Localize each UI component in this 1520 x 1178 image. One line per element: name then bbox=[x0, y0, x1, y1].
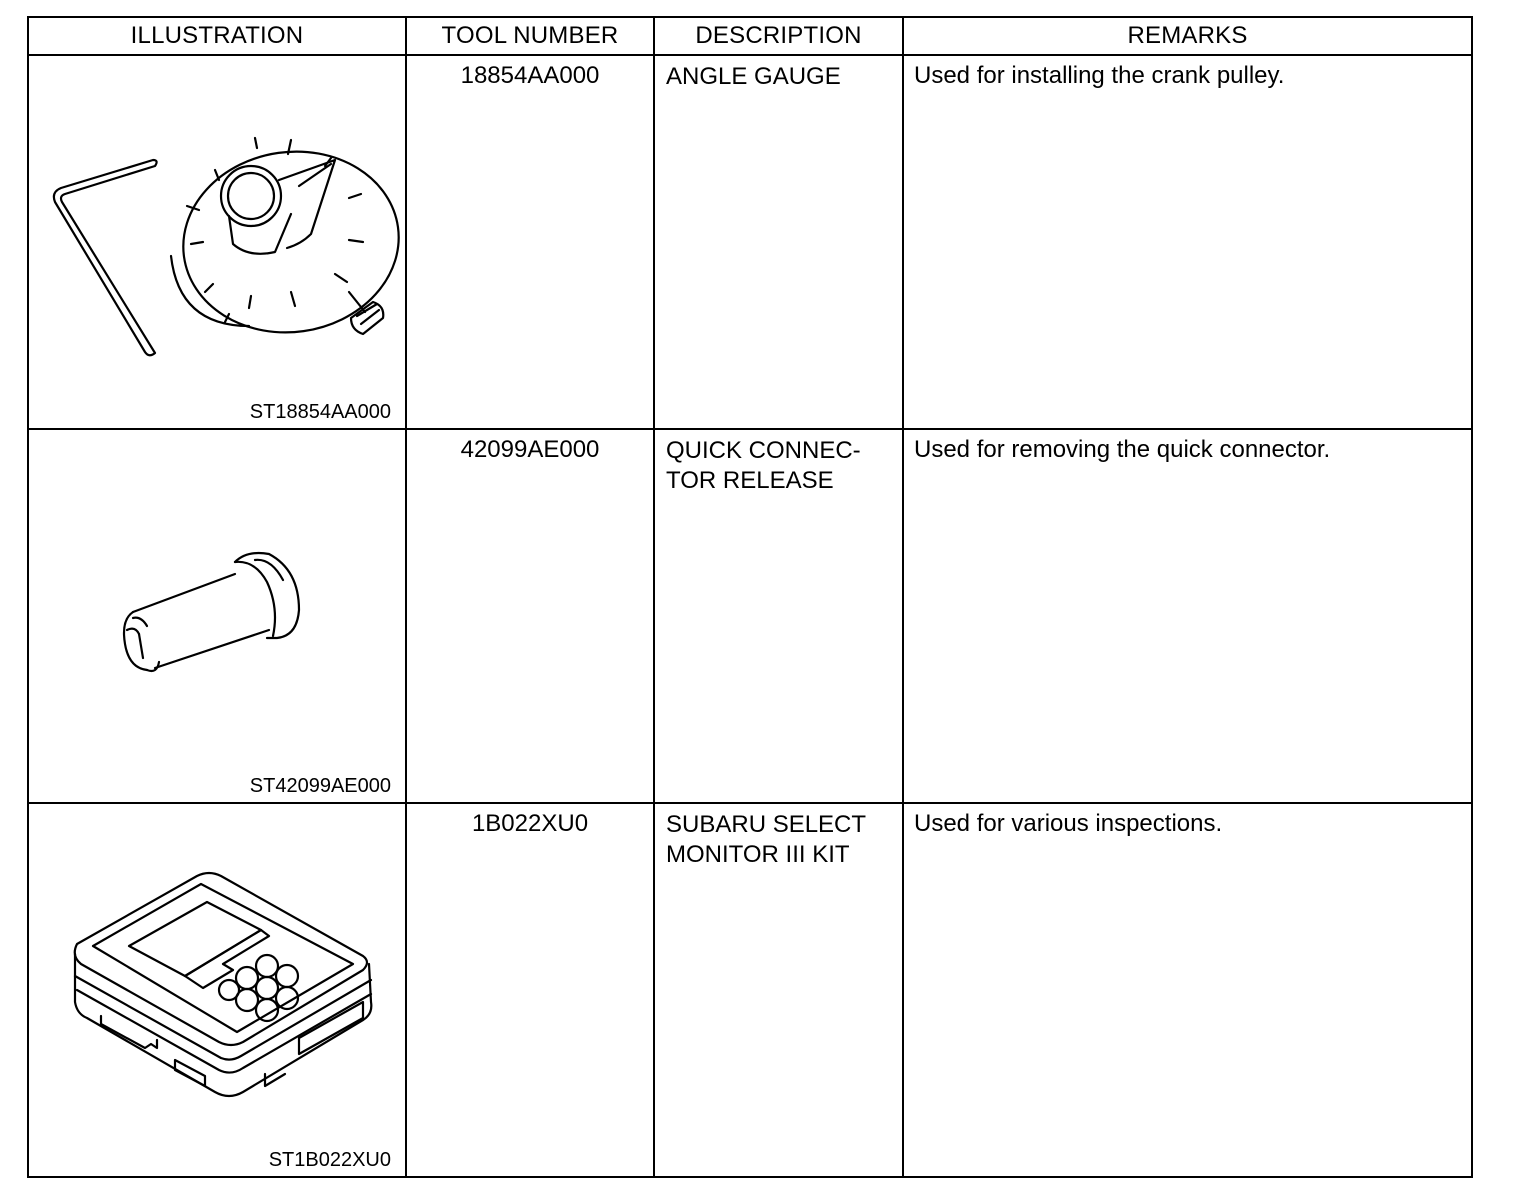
header-remarks: REMARKS bbox=[903, 17, 1472, 55]
tool-number-cell: 18854AA000 bbox=[406, 55, 654, 429]
remarks-cell: Used for removing the quick connector. bbox=[903, 429, 1472, 803]
remarks-cell: Used for installing the crank pulley. bbox=[903, 55, 1472, 429]
illustration-cell bbox=[28, 55, 406, 429]
header-description: DESCRIPTION bbox=[654, 17, 903, 55]
description-cell: SUBARU SELECT MONITOR III KIT bbox=[654, 803, 903, 1177]
remarks-cell: Used for various inspections. bbox=[903, 803, 1472, 1177]
select-monitor-kit-icon bbox=[29, 804, 407, 1170]
special-tools-table bbox=[27, 16, 1473, 1178]
description-cell: QUICK CONNEC- TOR RELEASE bbox=[654, 429, 903, 803]
description-cell: ANGLE GAUGE bbox=[654, 55, 903, 429]
quick-connector-release-icon bbox=[29, 430, 407, 796]
table-row bbox=[28, 55, 1472, 429]
header-row bbox=[28, 17, 1472, 55]
header-tool-number: TOOL NUMBER bbox=[406, 17, 654, 55]
tool-number-cell: 1B022XU0 bbox=[406, 803, 654, 1177]
illustration-cell bbox=[28, 803, 406, 1177]
table-row bbox=[28, 429, 1472, 803]
illustration-cell bbox=[28, 429, 406, 803]
illustration-code: ST1B022XU0 bbox=[268, 1149, 391, 1171]
illustration-code: ST42099AE000 bbox=[249, 775, 391, 797]
illustration-code: ST18854AA000 bbox=[249, 401, 391, 423]
angle-gauge-icon bbox=[29, 56, 407, 422]
table-row bbox=[28, 803, 1472, 1177]
header-illustration: ILLUSTRATION bbox=[28, 17, 406, 55]
tool-number-cell: 42099AE000 bbox=[406, 429, 654, 803]
